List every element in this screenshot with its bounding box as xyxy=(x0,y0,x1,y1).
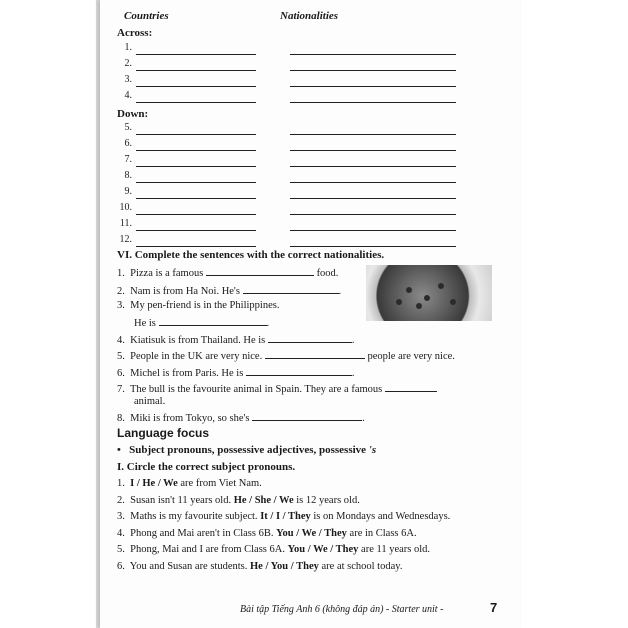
down-number: 11. xyxy=(119,218,132,229)
down-country-line[interactable] xyxy=(136,166,256,167)
page-number: 7 xyxy=(490,600,498,615)
down-number: 6. xyxy=(124,138,132,149)
down-nationality-line[interactable] xyxy=(290,246,456,247)
across-label: Across: xyxy=(117,27,153,39)
across-country-line[interactable] xyxy=(136,70,256,71)
s6-item-8: 8. Miki is from Tokyo, so she's . xyxy=(117,413,365,424)
pronoun-options[interactable]: I / He / We xyxy=(130,478,178,489)
s6-item-3: 3. My pen-friend is in the Philippines. xyxy=(117,300,280,311)
down-nationality-line[interactable] xyxy=(290,182,456,183)
pronoun-item-6: 6. You and Susan are students. He / You / They are at school today. xyxy=(117,560,403,572)
header-countries: Countries xyxy=(124,10,169,22)
s6-blank-4[interactable] xyxy=(268,333,352,343)
section6-title: VI. Complete the sentences with the correct nationalities. xyxy=(117,249,385,261)
header-nationalities: Nationalities xyxy=(280,10,339,22)
pronoun-options[interactable]: It / I / They xyxy=(260,511,311,522)
down-nationality-line[interactable] xyxy=(290,198,456,199)
language-focus-subtitle: • Subject pronouns, possessive adjectives, possessive 's xyxy=(117,444,377,456)
pronoun-options[interactable]: He / She / We xyxy=(233,494,294,506)
across-country-line[interactable] xyxy=(136,54,256,55)
down-nationality-line[interactable] xyxy=(290,134,456,135)
pronoun-options[interactable]: He / You / They xyxy=(250,560,319,572)
down-number: 12. xyxy=(119,234,132,245)
down-number: 9. xyxy=(124,186,132,197)
pronoun-item-5: 5. Phong, Mai and I are from Class 6A. You / We / They are 11 years old. xyxy=(117,544,431,555)
across-nationality-line[interactable] xyxy=(290,102,456,103)
pronoun-item-3: 3. Maths is my favourite subject. It / I / They is on Mondays and Wednesdays. xyxy=(117,511,451,522)
down-country-line[interactable] xyxy=(136,150,256,151)
across-number: 2. xyxy=(124,58,132,69)
down-country-line[interactable] xyxy=(136,214,256,215)
across-nationality-line[interactable] xyxy=(290,86,456,87)
s6-item-2: 2. Nam is from Ha Noi. He's . xyxy=(117,286,342,297)
across-number: 4. xyxy=(124,90,132,101)
down-number: 8. xyxy=(124,170,132,181)
pronoun-options[interactable]: You / We / They xyxy=(276,527,347,539)
s6-blank-2[interactable] xyxy=(243,284,339,294)
s6-blank-1[interactable] xyxy=(206,266,314,276)
down-nationality-line[interactable] xyxy=(290,150,456,151)
section1-title: I. Circle the correct subject pronouns. xyxy=(117,461,296,473)
down-label: Down: xyxy=(117,108,149,120)
bullet-icon: • xyxy=(117,444,121,456)
down-nationality-line[interactable] xyxy=(290,166,456,167)
s6-item-3-cont: He is . xyxy=(134,318,270,329)
down-country-line[interactable] xyxy=(136,198,256,199)
down-number: 5. xyxy=(124,122,132,133)
s6-blank-3[interactable] xyxy=(159,316,267,326)
down-number: 7. xyxy=(124,154,132,165)
s6-blank-8[interactable] xyxy=(252,411,362,421)
footer-text: Bài tập Tiếng Anh 6 (không đáp án) - Starter unit - xyxy=(240,604,444,615)
pronoun-item-4: 4. Phong and Mai aren't in Class 6B. You / We / They are in Class 6A. xyxy=(117,527,417,539)
down-nationality-line[interactable] xyxy=(290,214,456,215)
down-country-line[interactable] xyxy=(136,230,256,231)
down-nationality-line[interactable] xyxy=(290,230,456,231)
s6-blank-5[interactable] xyxy=(265,349,365,359)
across-country-line[interactable] xyxy=(136,102,256,103)
s6-blank-6[interactable] xyxy=(246,366,352,376)
s6-item-7-cont: animal. xyxy=(134,396,166,407)
across-nationality-line[interactable] xyxy=(290,54,456,55)
s6-blank-7[interactable] xyxy=(385,382,437,392)
s6-item-4: 4. Kiatisuk is from Thailand. He is . xyxy=(117,335,355,346)
pizza-photo xyxy=(366,265,492,321)
s6-item-1: 1. Pizza is a famous food. xyxy=(117,268,339,279)
s6-item-6: 6. Michel is from Paris. He is . xyxy=(117,368,355,379)
pronoun-item-1: 1. I / He / We are from Viet Nam. xyxy=(117,478,262,489)
s6-item-7: 7. The bull is the favourite animal in Spain. They are a famous xyxy=(117,382,437,395)
down-country-line[interactable] xyxy=(136,134,256,135)
across-country-line[interactable] xyxy=(136,86,256,87)
language-focus-title: Language focus xyxy=(117,426,210,440)
across-number: 1. xyxy=(124,42,132,53)
s6-item-5: 5. People in the UK are very nice. people are very nice. xyxy=(117,351,455,362)
across-nationality-line[interactable] xyxy=(290,70,456,71)
down-country-line[interactable] xyxy=(136,182,256,183)
down-country-line[interactable] xyxy=(136,246,256,247)
pronoun-item-2: 2. Susan isn't 11 years old. He / She / We is 12 years old. xyxy=(117,494,360,506)
pronoun-options[interactable]: You / We / They xyxy=(287,544,359,555)
down-number: 10. xyxy=(119,202,132,213)
across-number: 3. xyxy=(124,74,132,85)
